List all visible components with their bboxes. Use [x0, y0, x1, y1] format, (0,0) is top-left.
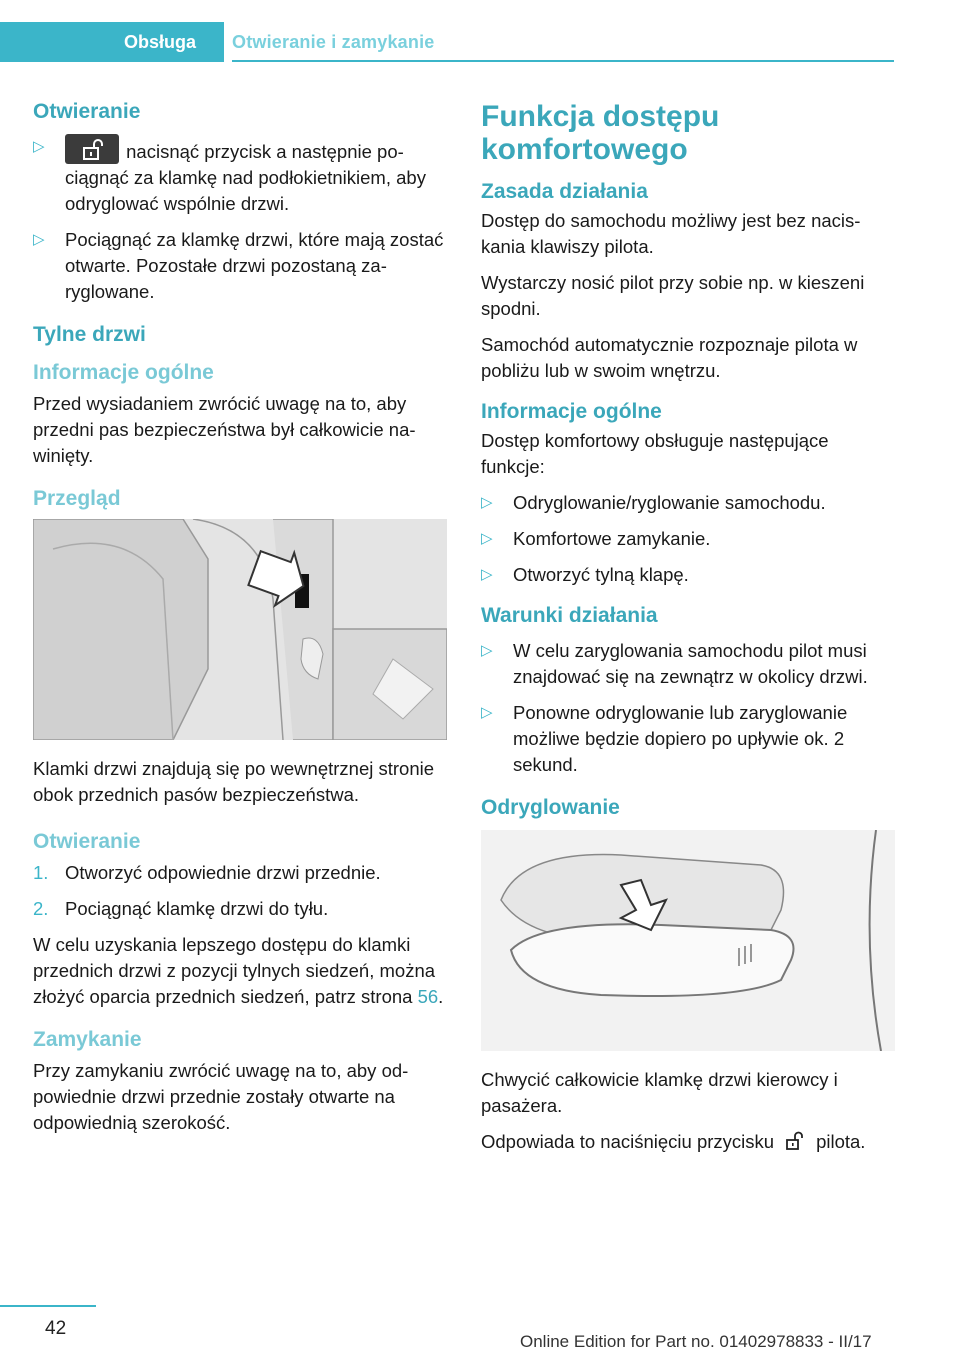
footer-rule — [0, 1305, 96, 1307]
list-item-text: Pociągnąć za klamkę drzwi, które mają zostać otwarte. Pozostałe drzwi pozostaną zaryglowane. — [65, 229, 444, 302]
list-item — [481, 490, 895, 516]
opening-steps — [33, 860, 447, 922]
list-item-text: nacisnąć przycisk a następnie pociągnąć za klamkę nad podłokietnikiem, aby odryglować wspólnie drzwi. — [65, 141, 426, 214]
paragraph-zamykanie: Przy zamykaniu zwrócić uwagę na to, aby odpowiednie drzwi przednie zostały otwarte na odpowiednią szerokość. — [33, 1060, 409, 1133]
list-item — [33, 860, 447, 886]
unlock-icon — [784, 1131, 806, 1151]
triangle-right-icon: ▷ — [481, 642, 493, 659]
right-column — [481, 100, 895, 1165]
unlock-steps — [33, 134, 447, 305]
list-item — [33, 134, 447, 217]
heading-otwieranie-2: Otwieranie — [33, 830, 141, 853]
step-number: 2. — [33, 898, 49, 919]
heading-warunki: Warunki działania — [481, 604, 658, 627]
list-item-text: Otworzyć tylną klapę. — [513, 564, 689, 585]
header-accent-bar — [0, 22, 96, 62]
triangle-right-icon: ▷ — [481, 704, 493, 721]
list-item-text: W celu zaryglowania samochodu pilot musi znajdować się na zewnątrz w okolicy drzwi. — [513, 640, 868, 687]
heading-tylne-drzwi: Tylne drzwi — [33, 323, 146, 346]
heading-zasada: Zasada działania — [481, 180, 648, 203]
paragraph-access-text: W celu uzyskania lepszego dostępu do klamki przednich drzwi z pozycji tylnych siedzeń, można złożyć oparcia przednich siedzeń, patrz strona — [33, 934, 436, 1007]
paragraph-info: Dostęp komfortowy obsługuje następujące funkcje: — [481, 430, 829, 477]
heading-przeglad: Przegląd — [33, 487, 121, 510]
triangle-right-icon: ▷ — [481, 566, 493, 583]
step-text: Pociągnąć klamkę drzwi do tyłu. — [65, 898, 329, 919]
paragraph-button — [481, 1129, 895, 1155]
list-item-text: Ponowne odryglowanie lub zaryglowanie możliwe będzie dopiero po upływie ok. 2 sekund. — [513, 702, 848, 775]
paragraph-access-end: . — [438, 986, 444, 1007]
heading-informacje: Informacje ogólne — [33, 361, 214, 384]
step-text: Otworzyć odpowiednie drzwi przednie. — [65, 862, 381, 883]
paragraph-button-text: Odpowiada to naciśnięciu przycisku — [481, 1131, 775, 1152]
page-header — [0, 0, 960, 62]
footer-edition: Online Edition for Part no. 01402978833 - II/17 — [520, 1332, 872, 1351]
left-column — [33, 100, 447, 1146]
page-number: 42 — [45, 1318, 67, 1339]
paragraph-button-end: pilota. — [816, 1131, 866, 1152]
list-item — [481, 638, 895, 690]
paragraph-1: Dostęp do samochodu możliwy jest bez naciskania klawiszy pilota. — [481, 210, 861, 257]
list-item-text: Odryglowanie/ryglowanie samochodu. — [513, 492, 826, 513]
triangle-right-icon: ▷ — [33, 231, 45, 248]
header-rule — [232, 60, 894, 62]
triangle-right-icon: ▷ — [481, 530, 493, 547]
seat-interior-image — [33, 519, 447, 740]
page-link[interactable]: 56 — [417, 986, 439, 1007]
paragraph-access — [33, 932, 447, 1010]
paragraph-3: Samochód automatycznie rozpoznaje pilota w pobliżu lub w swoim wnętrzu. — [481, 334, 858, 381]
paragraph-info: Przed wysiadaniem zwrócić uwagę na to, aby przedni pas bezpieczeństwa był całkowicie nawinięty. — [33, 393, 416, 466]
list-item — [33, 227, 447, 305]
page-title: Funkcja dostępu komfortowego — [481, 100, 720, 166]
functions-list — [481, 490, 895, 588]
list-item-text: Komfortowe zamykanie. — [513, 528, 711, 549]
header-section: Obsługa — [96, 22, 224, 62]
triangle-right-icon: ▷ — [481, 494, 493, 511]
list-item — [33, 896, 447, 922]
step-number: 1. — [33, 862, 49, 883]
caption-seat: Klamki drzwi znajdują się po wewnętrznej stronie obok przednich pasów bezpieczeństwa. — [33, 758, 435, 805]
heading-otwieranie: Otwieranie — [33, 100, 141, 123]
header-subsection: Otwieranie i zamykanie — [232, 31, 435, 52]
caption-handle: Chwycić całkowicie klamkę drzwi kierowcy i pasażera. — [481, 1069, 838, 1116]
paragraph-2: Wystarczy nosić pilot przy sobie np. w kieszeni spodni. — [481, 272, 865, 319]
conditions-list — [481, 638, 895, 778]
list-item — [481, 526, 895, 552]
heading-odryglowanie: Odryglowanie — [481, 796, 620, 819]
list-item — [481, 562, 895, 588]
unlock-button-icon — [65, 134, 119, 164]
heading-zamykanie: Zamykanie — [33, 1028, 142, 1051]
list-item — [481, 700, 895, 778]
door-handle-image — [481, 830, 895, 1051]
heading-informacje-ogolne: Informacje ogólne — [481, 400, 662, 423]
triangle-right-icon: ▷ — [33, 138, 45, 155]
